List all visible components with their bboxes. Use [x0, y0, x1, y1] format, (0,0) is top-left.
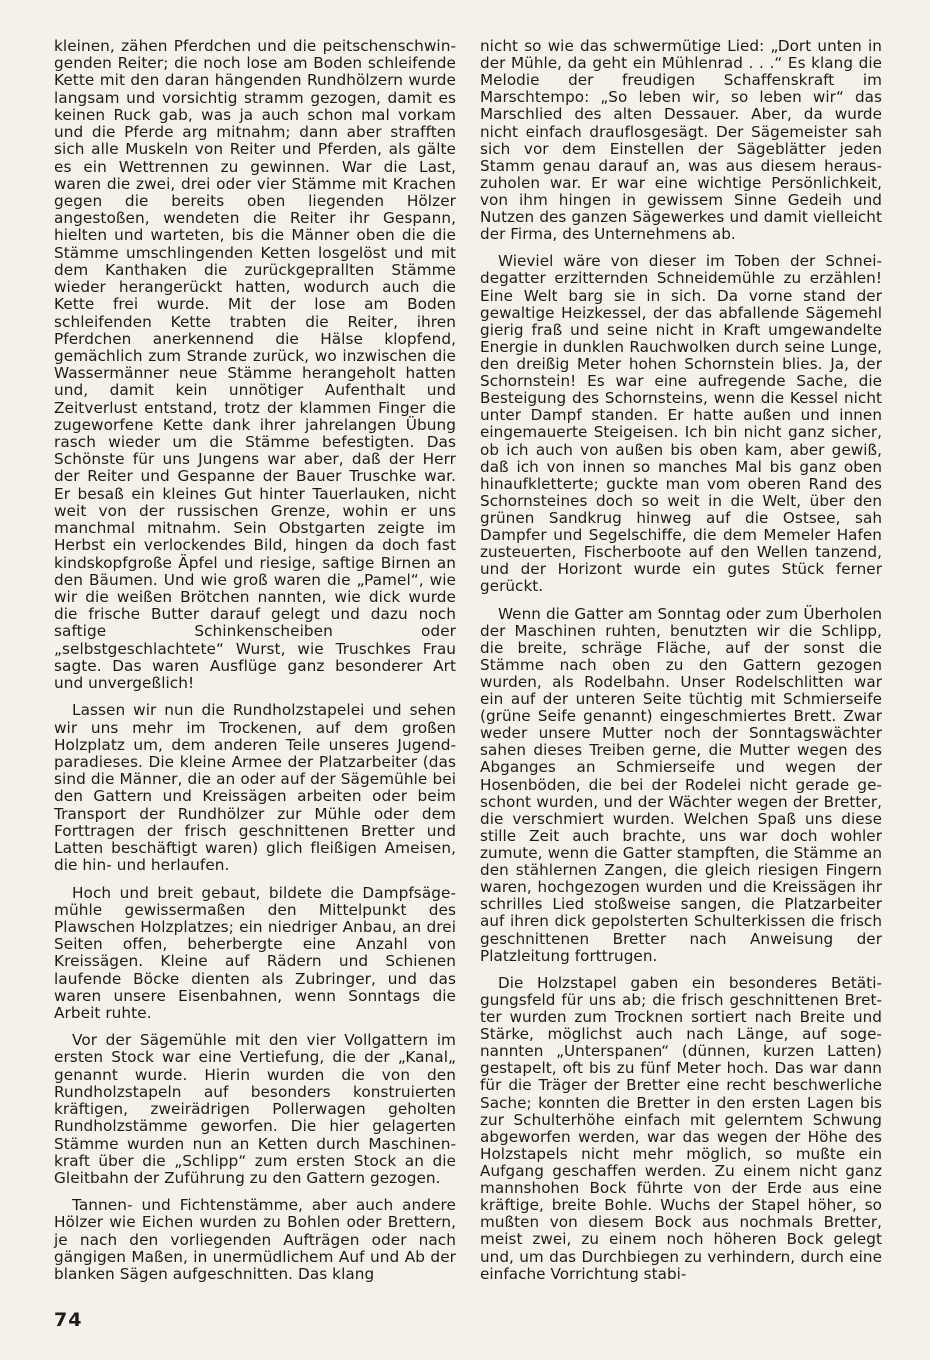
paragraph: kleinen, zähen Pferdchen und die peitschenschwingenden Reiter; die noch lose am Boden schleifende Kette mit den daran hängenden Rundhölzern wurde langsam und vorsichtig stramm gezogen, damit es keinen Ruck gab, was ja auch schon mal vorkam und die Pferde arg mitnahm; dann aber strafften sich alle Muskeln von Reiter und Pferden, als gälte es ein Wettrennen zu gewinnen. War die Last, waren die zwei, drei oder vier Stämme mit Krachen gegen die bereits oben liegenden Hölzer angestoßen, wendeten die Reiter ihr Gespann, hielten und warteten, bis die Männer oben die die Stämme umschlingenden Ketten losgelöst und mit dem Kanthaken die zurückgeprallten Stämme wieder herangerückt hatten, wodurch auch die Kette frei wurde. Mit der lose am Boden schleifenden Kette trabten die Reiter, ihren Pferdchen anerkennend die Hälse klopfend, gemächlich zum Strande zurück, wo inzwischen die Wassermänner neue Stämme herangeholt hatten und, damit kein unnötiger Aufenthalt und Zeitverlust entstand, trotz der klammen Finger die zugeworfene Kette dank ihrer jahrelangen Übung rasch wieder um die Stämme befestigten. Das Schönste für uns Jungens war aber, daß der Herr der Reiter und Gespanne der Bauer Truschke war. Er besaß ein kleines Gut hinter Tauerlauken, nicht weit von der russischen Grenze, wohin er uns manchmal mitnahm. Sein Obstgarten zeigte im Herbst ein verlockendes Bild, hingen da doch fast kindskopfgroße Äpfel und riesige, saftige Birnen an den Bäumen. Und wie groß waren die „Pamel“, wie wir die weißen Brötchen nannten, wie dick wurde die frische Butter darauf gelegt und dazu noch saftige Schinkenscheiben oder „selbstgeschlachtete“ Wurst, wie Truschkes Frau sagte. Das waren Ausflüge ganz besonderer Art und unvergeßlich!	[54, 37, 456, 693]
paragraph: nicht so wie das schwermütige Lied: „Dort unten in der Mühle, da geht ein Mühlenrad . . .“ Es klang die Melodie der freudigen Schaffenskraft im Marschtempo: „So leben wir, so leben wir“ das Marschlied des alten Dessauer. Aber, da wurde nicht einfach drauflosgesägt. Der Sägemeister sah sich vor dem Einstellen der Sägeblätter jeden Stamm genau darauf an, was aus diesem herauszuholen war. Er war eine wichtige Persönlichkeit, von ihm hingen in gewissem Sinne Gedeih und Nutzen des ganzen Sägewerkes und damit vielleicht der Firma, des Unternehmens ab.	[480, 37, 882, 244]
page-number: 74	[54, 1309, 83, 1331]
paragraph: Wenn die Gatter am Sonntag oder zum Überholen der Maschinen ruhten, benutzten wir die Schlipp, die breite, schräge Fläche, auf der sonst die Stämme nach oben zu den Gattern gezogen wurden, als Rodelbahn. Unser Rodelschlitten war ein auf der unteren Seite tüchtig mit Schmierseife (grüne Seife genannt) eingeschmiertes Brett. Zwar weder unsere Mutter noch der Sonntagswächter sahen dieses Treiben gerne, die Mutter wegen des Abganges an Schmierseife und wegen der Hosenböden, die bei der Rodelei nicht gerade geschont wurden, und der Wächter wegen der Bretter, die verschmiert wurden. Welchen Spaß uns diese stille Zeit auch brachte, uns war doch wohler zumute, wenn die Gatter stampften, die Stämme an den stählernen Zangen, die gleich riesigen Fingern waren, hochgezogen wurden und die Kreissägen ihr schrilles Lied stoßweise sangen, die Platzarbeiter auf ihren dick gepolsterten Schulterkissen die frisch geschnittenen Bretter nach Anweisung der Platzleitung forttrugen.	[480, 604, 882, 965]
paragraph: Wieviel wäre von dieser im Toben der Schneidegatter erzitternden Schneidemühle zu erzählen! Eine Welt barg sie in sich. Da vorne stand der gewaltige Heizkessel, der das abfallende Sägemehl gierig fraß und seine nicht in Kraft umgewandelte Energie in dunklen Rauchwolken durch seine Lunge, den dreißig Meter hohen Schornstein blies. Ja, der Schornstein! Es war eine aufregende Sache, die Besteigung des Schornsteins, wenn die Kessel nicht unter Dampf standen. Er hatte außen und innen eingemauerte Steigeisen. Ich bin nicht ganz sicher, ob ich auch von außen bis oben kam, aber gewiß, daß ich von innen so manches Mal bis ganz oben hinaufkletterte; guckte man vom oberen Rand des Schornsteines doch so weit in die Welt, über den grünen Sandkrug hinweg auf die Ostsee, sah Dampfer und Segelschiffe, die dem Memeler Hafen zusteuerten, Fischerboote auf den Wellen tanzend, und der Horizont wurde ein gutes Stück ferner gerückt.	[480, 252, 882, 596]
paragraph: Lassen wir nun die Rundholzstapelei und sehen wir uns mehr im Trockenen, auf dem großen Holzplatz um, dem anderen Teile unseres Jugendparadieses. Die kleine Armee der Platzarbeiter (das sind die Männer, die an oder auf der Sägemühle bei den Gattern und Kreissägen arbeiten oder beim Transport der Rundhölzer zur Mühle oder dem Forttragen der frisch geschnittenen Bretter und Latten beschäftigt waren) glich fleißigen Ameisen, die hin- und herlaufen.	[54, 701, 456, 875]
right-text-column	[480, 38, 882, 1293]
paragraph: Tannen- und Fichtenstämme, aber auch andere Hölzer wie Eichen wurden zu Bohlen oder Brettern, je nach den vorliegenden Aufträgen oder nach gängigen Maßen, in unermüdlichem Auf und Ab der blanken Sägen aufgeschnitten. Das klang	[54, 1196, 456, 1284]
left-text-column	[54, 38, 456, 1293]
paragraph: Vor der Sägemühle mit den vier Vollgattern im ersten Stock war eine Vertiefung, die der „Kanal„ genannt wurde. Hierin wurden die von den Rundholzstapeln auf besonders konstruierten kräftigen, zweirädrigen Pollerwagen geholten Rundholzstämme geworfen. Die hier gelagerten Stämme wurden nun an Ketten durch Maschinenkraft über die „Schlipp“ zum ersten Stock an die Gleitbahn der Zuführung zu den Gattern gezogen.	[54, 1031, 456, 1187]
paragraph: Hoch und breit gebaut, bildete die Dampfsägemühle gewissermaßen den Mittelpunkt des Plawschen Holzplatzes; ein niedriger Anbau, an drei Seiten offen, beherbergte eine Anzahl von Kreissägen. Kleine auf Rädern und Schienen laufende Böcke dienten als Zubringer, und das waren unsere Eisenbahnen, wenn Sonntags die Arbeit ruhte.	[54, 883, 456, 1023]
paragraph: Die Holzstapel gaben ein besonderes Betätigungsfeld für uns ab; die frisch geschnittenen Bretter wurden zum Trocknen sortiert nach Breite und Stärke, möglichst auch nach Länge, auf sogenannten „Unterspanen“ (dünnen, kurzen Latten) gestapelt, oft bis zu fünf Meter hoch. Das war dann für die Träger der Bretter eine recht beschwerliche Sache; konnten die Bretter in den ersten Lagen bis zur Schulterhöhe einfach mit gelerntem Schwung abgeworfen werden, war das wegen der Höhe des Holzstapels nicht mehr möglich, so mußte ein Aufgang geschaffen werden. Zu einem nicht ganz mannshohen Bock führte von der Erde aus eine kräftige, breite Bohle. Wuchs der Stapel höher, so mußten von diesem Bock aus nochmals Bretter, meist zwei, zu einem noch höheren Bock gelegt und, um das Durchbiegen zu verhindern, durch eine einfache Vorrichtung stabi-	[480, 973, 882, 1283]
